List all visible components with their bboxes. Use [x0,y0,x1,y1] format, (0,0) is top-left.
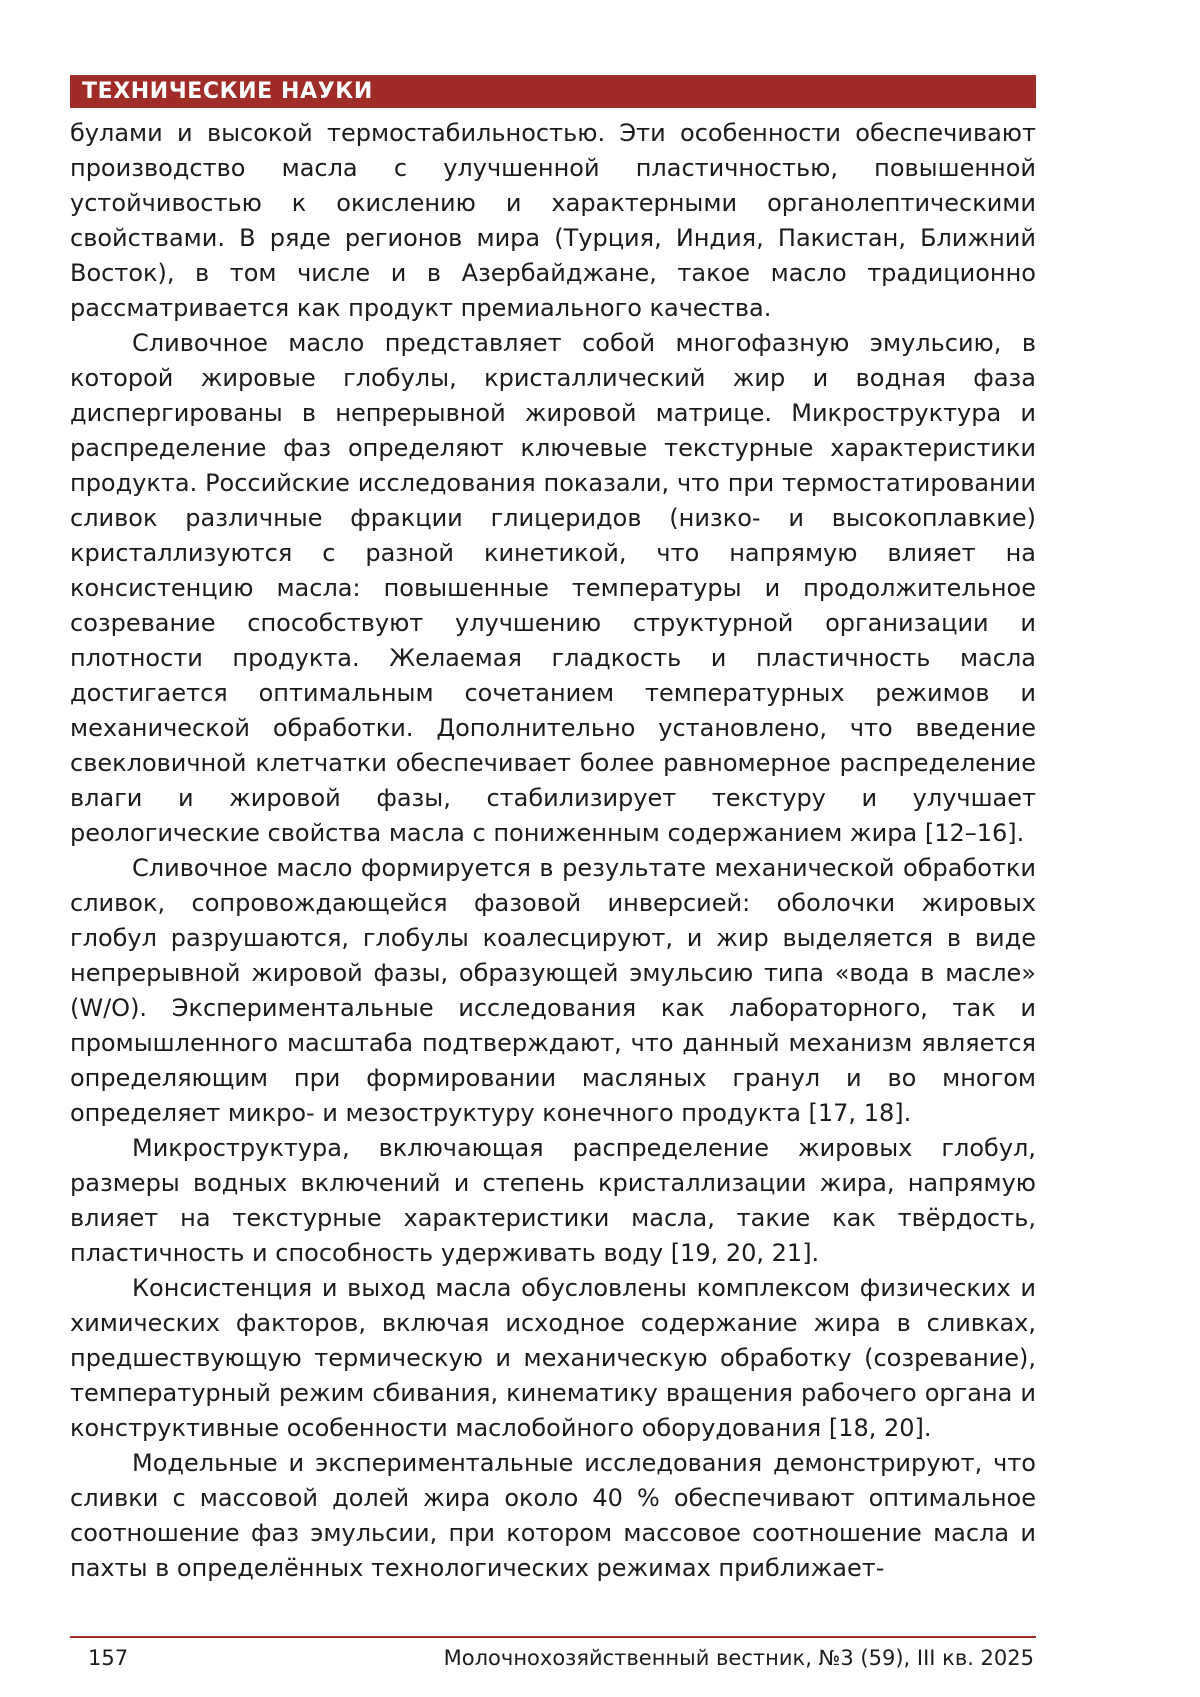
paragraph: булами и высокой термостабильностью. Эти особенности обеспечивают производство масла с улучшенной пластичностью, повышенной устойчивостью к окислению и характерными органолептическими свойствами. В ряде регионов мира (Турция, Индия, Пакистан, Ближний Восток), в том числе и в Азербайджане, такое масло традиционно рассматривается как продукт премиального качества. [70,119,1036,322]
page-footer [70,1646,1036,1680]
article-body [70,116,1036,1628]
section-header-label: ТЕХНИЧЕСКИЕ НАУКИ [82,79,373,104]
section-header-bar [70,75,1036,108]
paragraph: Сливочное масло представляет собой многофазную эмульсию, в которой жировые глобулы, кристаллический жир и водная фаза диспергированы в непрерывной жировой матрице. Микроструктура и распределение фаз определяют ключевые текстурные характеристики продукта. Российские исследования показали, что при термостатировании сливок различные фракции глицеридов (низко- и высокоплавкие) кристаллизуются с разной кинетикой, что напрямую влияет на консистенцию масла: повышенные температуры и продолжительное созревание способствуют улучшению структурной организации и плотности продукта. Желаемая гладкость и пластичность масла достигается оптимальным сочетанием температурных режимов и механической обработки. Дополнительно установлено, что введение свекловичной клетчатки обеспечивает более равномерное распределение влаги и жировой фазы, стабилизирует текстуру и улучшает реологические свойства масла с пониженным содержанием жира [12–16]. [70,329,1036,847]
paragraph: Модельные и экспериментальные исследования демонстрируют, что сливки с массовой долей жира около 40 % обеспечивают оптимальное соотношение фаз эмульсии, при котором массовое соотношение масла и пахты в определённых технологических режимах приближает- [70,1449,1036,1582]
paragraph: Консистенция и выход масла обусловлены комплексом физических и химических факторов, включая исходное содержание жира в сливках, предшествующую термическую и механическую обработку (созревание), температурный режим сбивания, кинематику вращения рабочего органа и конструктивные особенности маслобойного оборудования [18, 20]. [70,1274,1036,1442]
journal-citation: Молочнохозяйственный вестник, №3 (59), III кв. 2025 [443,1646,1034,1670]
paragraph: Сливочное масло формируется в результате механической обработки сливок, сопровождающейся фазовой инверсией: оболочки жировых глобул разрушаются, глобулы коалесцируют, и жир выделяется в виде непрерывной жировой фазы, образующей эмульсию типа «вода в масле» (W/O). Экспериментальные исследования как лабораторного, так и промышленного масштаба подтверждают, что данный механизм является определяющим при формировании масляных гранул и во многом определяет микро- и мезоструктуру конечного продукта [17, 18]. [70,854,1036,1127]
paragraph: Микроструктура, включающая распределение жировых глобул, размеры водных включений и степень кристаллизации жира, напрямую влияет на текстурные характеристики масла, такие как твёрдость, пластичность и способность удерживать воду [19, 20, 21]. [70,1134,1036,1267]
footer-divider [70,1636,1036,1638]
page-number: 157 [88,1646,129,1670]
